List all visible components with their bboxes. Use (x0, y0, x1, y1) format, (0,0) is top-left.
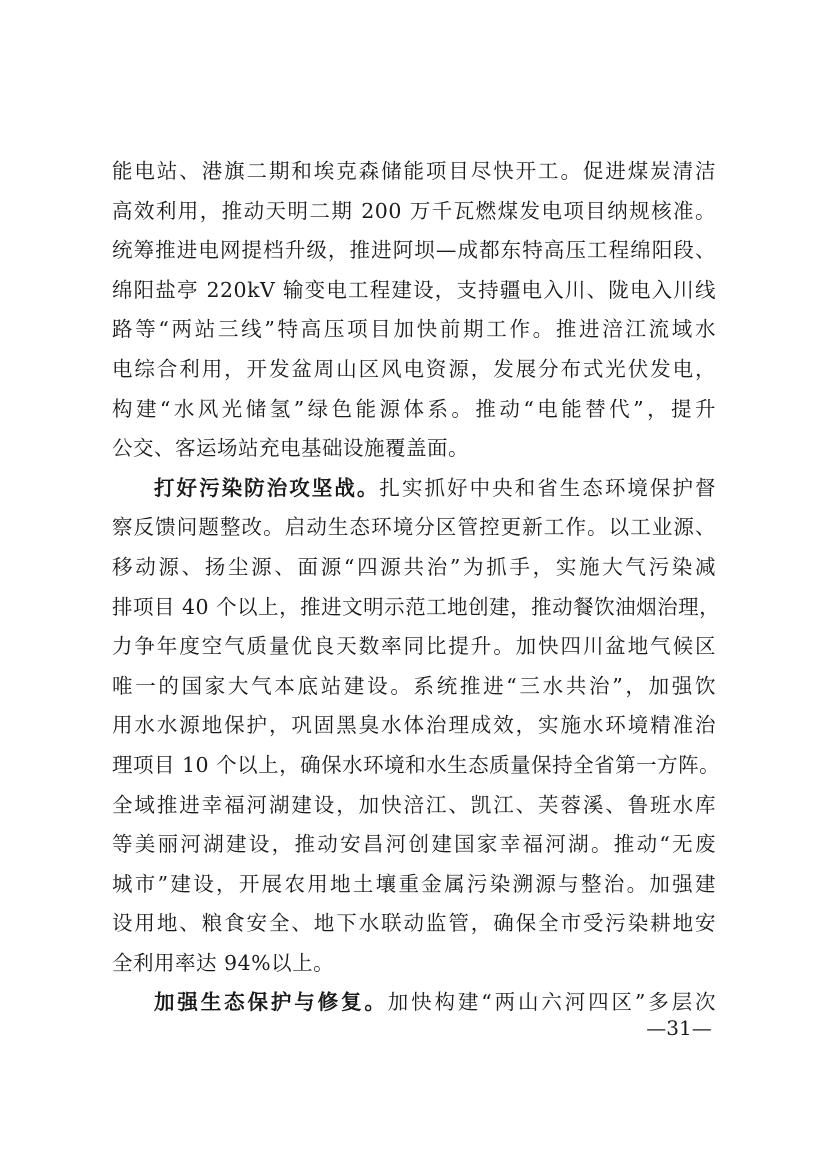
paragraph-line: 构建“水风光储氢”绿色能源体系。推动“电能替代”，提升 (112, 396, 716, 421)
paragraph-line: 电综合利用，开发盆周山区风电资源，发展分布式光伏发电， (112, 356, 716, 381)
paragraph-line: 排项目 40 个以上，推进文明示范工地创建，推动餐饮油烟治理， (112, 594, 721, 619)
paragraph-first-line (112, 469, 716, 509)
paragraph-line: 力争年度空气质量优良天数率同比提升。加快四川盆地气候区 (112, 634, 716, 659)
paragraph-line: 公交、客运场站充电基础设施覆盖面。 (112, 436, 469, 461)
paragraph-line: 唯一的国家大气本底站建设。系统推进“三水共治”，加强饮 (112, 673, 716, 698)
section-heading: 加强生态保护与修复。 (154, 990, 388, 1015)
paragraph-line: 用水水源地保护，巩固黑臭水体治理成效，实施水环境精准治 (112, 713, 716, 738)
paragraph-line: 高效利用，推动天明二期 200 万千瓦燃煤发电项目纳规核准。 (112, 198, 716, 223)
section-heading: 打好污染防治攻坚战。 (154, 475, 380, 500)
paragraph-line: 路等“两站三线”特高压项目加快前期工作。推进涪江流域水 (112, 317, 716, 342)
paragraph-line: 统筹推进电网提档升级，推进阿坝—成都东特高压工程绵阳段、 (112, 238, 716, 263)
body-text (112, 152, 721, 1023)
paragraph-line: 全利用率达 94%以上。 (112, 950, 335, 975)
paragraph-line: 移动源、扬尘源、面源“四源共治”为抓手，实施大气污染减 (112, 554, 716, 579)
paragraph-line: 能电站、港旗二期和埃克森储能项目尽快开工。促进煤炭清洁 (112, 159, 716, 183)
paragraph-text: 扎实抓好中央和省生态环境保护督 (379, 475, 717, 500)
paragraph-text: 加快构建“两山六河四区”多层次 (387, 990, 716, 1015)
paragraph-line: 理项目 10 个以上，确保水环境和水生态质量保持全省第一方阵。 (112, 752, 721, 777)
paragraph-line: 绵阳盐亭 220kV 输变电工程建设，支持疆电入川、陇电入川线 (112, 277, 716, 302)
paragraph-first-line (112, 983, 716, 1023)
paragraph-line: 全域推进幸福河湖建设，加快涪江、凯江、芙蓉溪、鲁班水库 (112, 792, 716, 817)
paragraph-line: 设用地、粮食安全、地下水联动监管，确保全市受污染耕地安 (112, 911, 716, 936)
paragraph-line: 察反馈问题整改。启动生态环境分区管控更新工作。以工业源、 (112, 515, 716, 540)
paragraph-line: 城市”建设，开展农用地土壤重金属污染溯源与整治。加强建 (112, 871, 716, 896)
page-number: —31— (646, 1016, 712, 1040)
paragraph-line: 等美丽河湖建设，推动安昌河创建国家幸福河湖。推动“无废 (112, 832, 716, 857)
